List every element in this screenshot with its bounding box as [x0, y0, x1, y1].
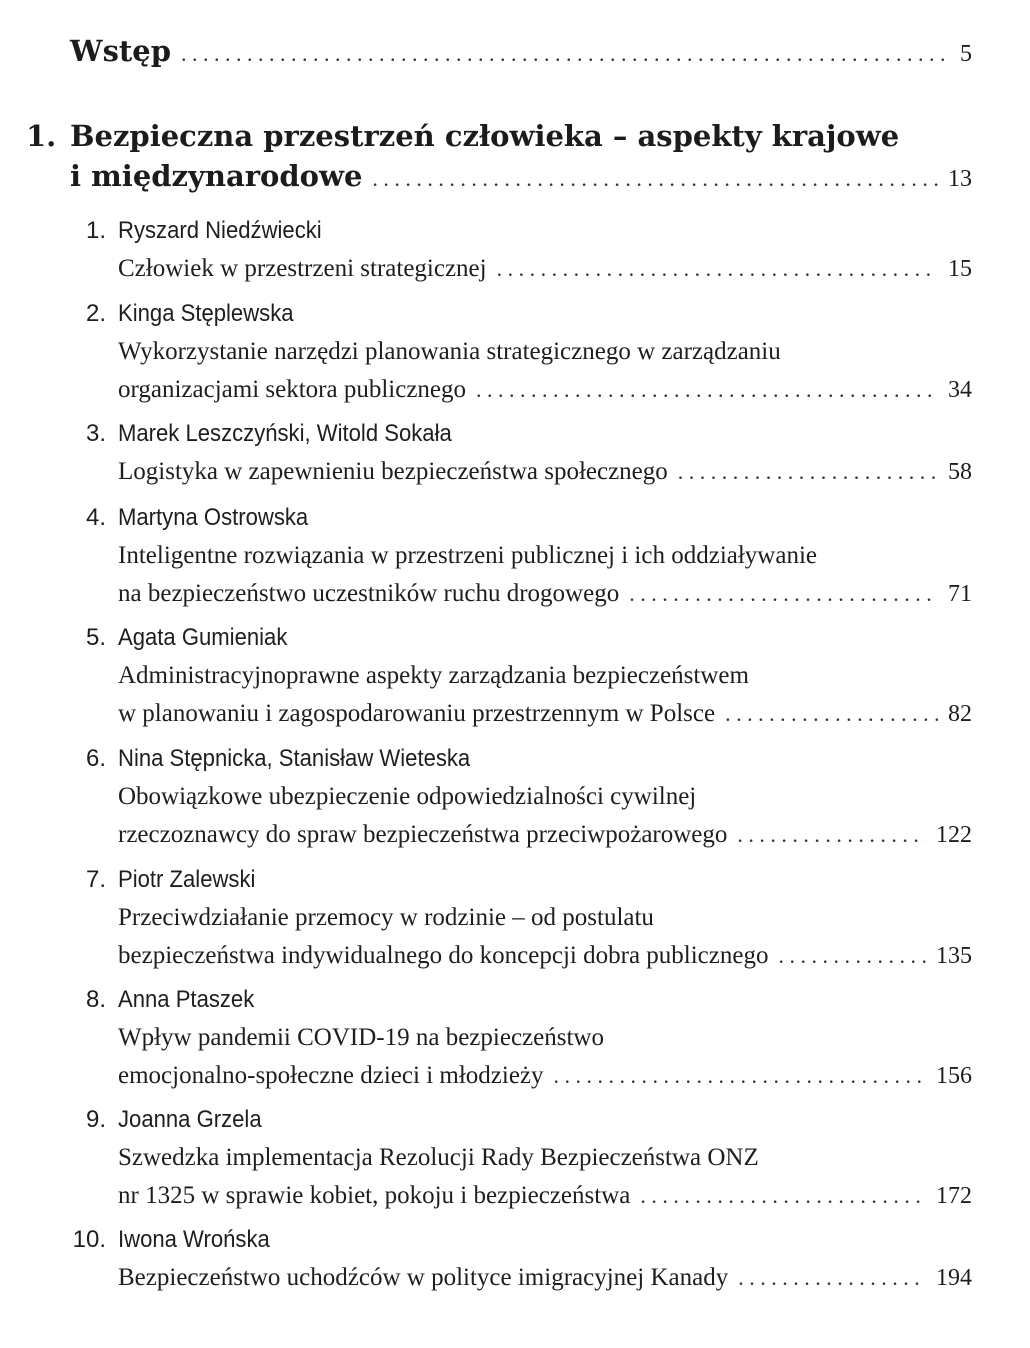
entry-page: 122	[936, 822, 972, 848]
entry-title: bezpieczeństwa indywidualnego do koncepcji dobra publicznego	[118, 942, 769, 969]
leader-dots	[737, 822, 926, 848]
leader-dots	[778, 943, 926, 969]
entry-title: Człowiek w przestrzeni strategicznej	[118, 255, 487, 282]
entry-title-row	[118, 458, 972, 486]
entry-page: 34	[948, 377, 972, 403]
leader-dots	[497, 256, 938, 282]
entry-title-row	[118, 1264, 972, 1292]
entry-number: 4.	[85, 504, 106, 531]
entry-page: 15	[948, 256, 972, 282]
entry-author: Piotr Zalewski	[118, 866, 256, 893]
chapter-page: 13	[948, 166, 972, 192]
leader-dots	[640, 1183, 926, 1209]
entry-title-row	[118, 580, 972, 608]
entry-title-row	[118, 1062, 972, 1090]
entry-title-row	[118, 1182, 972, 1210]
chapter-title-line2: i międzynarodowe	[70, 159, 363, 193]
chapter-title-line1-row	[70, 119, 972, 153]
toc-intro-row	[70, 34, 972, 74]
entry-title: Szwedzka implementacja Rezolucji Rady Bezpieczeństwa ONZ	[118, 1144, 759, 1171]
entry-title-row	[118, 376, 972, 404]
entry-page: 71	[948, 581, 972, 607]
leader-dots	[678, 459, 938, 485]
entry-title: w planowaniu i zagospodarowaniu przestrzennym w Polsce	[118, 700, 716, 727]
entry-author: Joanna Grzela	[118, 1106, 262, 1133]
entry-number: 10.	[72, 1226, 106, 1253]
entry-title-row	[118, 542, 972, 570]
leader-dots	[738, 1265, 926, 1291]
leader-dots	[476, 377, 938, 403]
entry-title: organizacjami sektora publicznego	[118, 376, 467, 403]
entry-title: Administracyjnoprawne aspekty zarządzania bezpieczeństwem	[118, 662, 749, 689]
entry-title: Obowiązkowe ubezpieczenie odpowiedzialności cywilnej	[118, 783, 697, 810]
entry-author: Ryszard Niedźwiecki	[118, 217, 322, 244]
entry-title-row	[118, 783, 972, 811]
entry-title: Wpływ pandemii COVID-19 na bezpieczeństwo	[118, 1024, 604, 1051]
leader-dots	[181, 41, 950, 67]
entry-page: 172	[936, 1183, 972, 1209]
entry-page: 135	[936, 943, 972, 969]
entry-title-row	[118, 662, 972, 690]
entry-author: Agata Gumieniak	[118, 624, 288, 651]
entry-title-row	[118, 338, 972, 366]
entry-page: 156	[936, 1063, 972, 1089]
entry-title-row	[118, 942, 972, 970]
entry-number: 8.	[85, 986, 106, 1013]
leader-dots	[372, 166, 938, 192]
entry-title: na bezpieczeństwo uczestników ruchu drogowego	[118, 580, 620, 607]
entry-page: 82	[948, 701, 972, 727]
entry-title-row	[118, 1024, 972, 1052]
entry-title: rzeczoznawcy do spraw bezpieczeństwa przeciwpożarowego	[118, 821, 728, 848]
entry-title-row	[118, 821, 972, 849]
entry-title: nr 1325 w sprawie kobiet, pokoju i bezpieczeństwa	[118, 1182, 631, 1209]
intro-page: 5	[960, 41, 972, 67]
entry-number: 5.	[85, 624, 106, 651]
leader-dots	[725, 701, 938, 727]
entry-number: 3.	[85, 420, 106, 447]
entry-page: 194	[936, 1265, 972, 1291]
entry-title-row	[118, 904, 972, 932]
entry-title-row	[118, 1144, 972, 1172]
entry-number: 2.	[85, 300, 106, 327]
entry-title-row	[118, 255, 972, 283]
leader-dots	[629, 581, 938, 607]
chapter-title-line1: Bezpieczna przestrzeń człowieka – aspekty krajowe	[70, 119, 900, 153]
entry-number: 7.	[85, 866, 106, 893]
entry-author: Iwona Wrońska	[118, 1226, 270, 1253]
chapter-title-line2-row	[70, 159, 972, 193]
entry-title: Bezpieczeństwo uchodźców w polityce imigracyjnej Kanady	[118, 1264, 729, 1291]
entry-number: 9.	[85, 1106, 106, 1133]
intro-title: Wstęp	[70, 34, 172, 68]
entry-author: Martyna Ostrowska	[118, 504, 309, 531]
entry-page: 58	[948, 459, 972, 485]
entry-title: Logistyka w zapewnieniu bezpieczeństwa społecznego	[118, 458, 668, 485]
chapter-number: 1.	[26, 119, 57, 153]
entry-title: Wykorzystanie narzędzi planowania strategicznego w zarządzaniu	[118, 338, 781, 365]
entry-author: Nina Stępnicka, Stanisław Wieteska	[118, 745, 471, 772]
entry-author: Anna Ptaszek	[118, 986, 255, 1013]
entry-title: emocjonalno-społeczne dzieci i młodzieży	[118, 1062, 544, 1089]
entry-title-row	[118, 700, 972, 728]
leader-dots	[554, 1063, 926, 1089]
entry-title: Inteligentne rozwiązania w przestrzeni publicznej i ich oddziaływanie	[118, 542, 817, 569]
entry-author: Kinga Stęplewska	[118, 300, 294, 327]
entry-author: Marek Leszczyński, Witold Sokała	[118, 420, 452, 447]
entry-number: 6.	[85, 745, 106, 772]
entry-number: 1.	[85, 217, 106, 244]
entry-title: Przeciwdziałanie przemocy w rodzinie – od postulatu	[118, 904, 654, 931]
